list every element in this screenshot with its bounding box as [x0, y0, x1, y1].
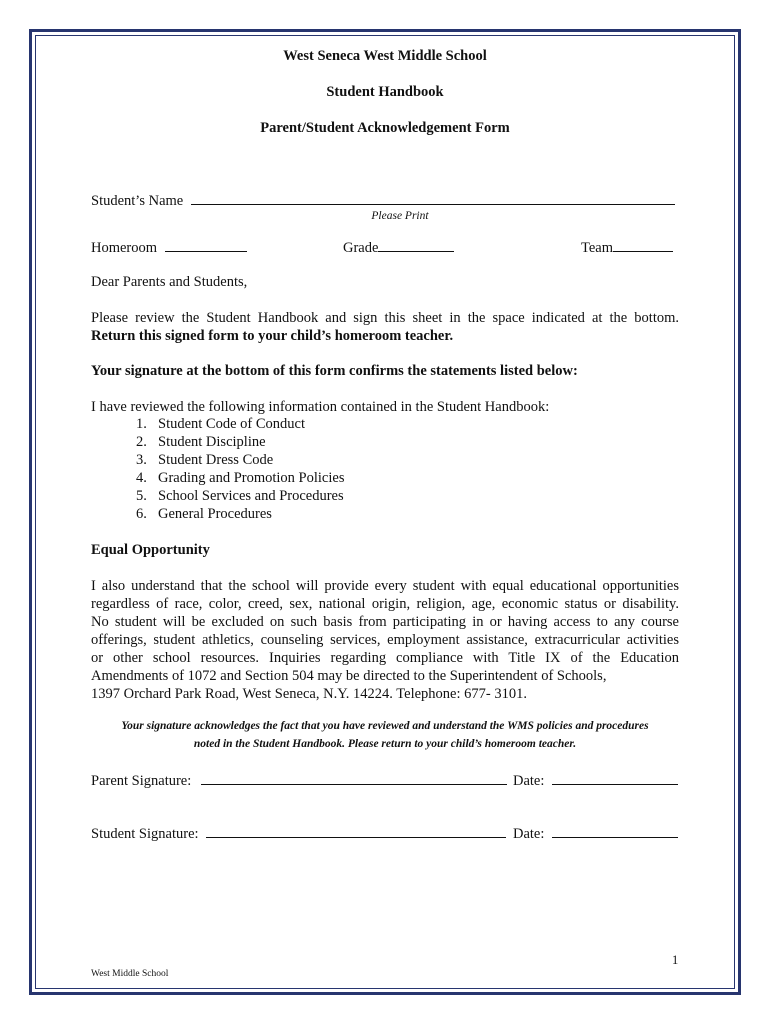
- instruction-paragraph: [91, 309, 679, 345]
- eo-line: I also understand that the school will provide every student with equal educational opportunities: [91, 578, 679, 594]
- student-date-row: [513, 823, 678, 843]
- student-signature-line[interactable]: [206, 823, 506, 838]
- list-item: 4. Grading and Promotion Policies: [136, 470, 345, 486]
- parent-signature-label: Parent Signature:: [91, 773, 192, 789]
- ack-line: Your signature acknowledges the fact that you have reviewed and understand the WMS policies and procedures: [121, 720, 649, 732]
- reviewed-intro: I have reviewed the following information contained in the Student Handbook:: [91, 399, 550, 415]
- instruction-return-line: Return this signed form to your child’s homeroom teacher.: [91, 328, 454, 344]
- grade-label: Grade: [343, 240, 379, 256]
- parent-date-line[interactable]: [552, 770, 678, 785]
- student-date-line[interactable]: [552, 823, 678, 838]
- footer-school: West Middle School: [91, 969, 169, 979]
- eo-line: No student will be excluded on such basis from participating in or having access to any course: [91, 614, 679, 630]
- grade-line[interactable]: [378, 237, 454, 252]
- form-subtitle: Parent/Student Acknowledgement Form: [260, 120, 510, 136]
- student-signature-label: Student Signature:: [91, 826, 199, 842]
- team-row: [581, 237, 673, 257]
- student-date-label: Date:: [513, 826, 545, 842]
- page-number: 1: [672, 953, 679, 967]
- student-name-line[interactable]: [191, 190, 675, 205]
- list-item: 5. School Services and Procedures: [136, 488, 344, 504]
- homeroom-row: [91, 237, 247, 257]
- parent-date-row: [513, 770, 678, 790]
- equal-opportunity-heading: Equal Opportunity: [91, 542, 210, 558]
- homeroom-line[interactable]: [165, 237, 247, 252]
- parent-signature-row: [91, 770, 507, 790]
- equal-opportunity-paragraph: [91, 577, 679, 703]
- homeroom-label: Homeroom: [91, 240, 158, 256]
- ack-line: noted in the Student Handbook. Please return to your child’s homeroom teacher.: [193, 738, 577, 750]
- parent-signature-line[interactable]: [201, 770, 507, 785]
- eo-line: 1397 Orchard Park Road, West Seneca, N.Y. 14224. Telephone: 677- 3101.: [91, 686, 527, 702]
- team-line[interactable]: [613, 237, 673, 252]
- list-item: 3. Student Dress Code: [136, 452, 274, 468]
- eo-line: Amendments of 1072 and Section 504 may be directed to the Superintendent of Schools,: [91, 668, 607, 684]
- greeting: Dear Parents and Students,: [91, 274, 248, 290]
- school-name: West Seneca West Middle School: [283, 48, 487, 64]
- list-item: 1. Student Code of Conduct: [136, 416, 306, 432]
- eo-line: or other school resources. Inquiries regarding compliance with Title IX of the Education: [91, 650, 679, 666]
- student-signature-row: [91, 823, 506, 843]
- form-title: Student Handbook: [326, 84, 444, 100]
- list-item: 6. General Procedures: [136, 506, 272, 522]
- grade-row: [343, 237, 454, 257]
- handbook-topics-list: [136, 415, 344, 523]
- list-item: 2. Student Discipline: [136, 434, 266, 450]
- confirm-heading: Your signature at the bottom of this form confirms the statements listed below:: [91, 363, 578, 379]
- team-label: Team: [581, 240, 613, 256]
- student-name-label: Student’s Name: [91, 193, 184, 209]
- please-print-note: Please Print: [371, 210, 429, 222]
- instruction-line: Please review the Student Handbook and sign this sheet in the space indicated at the bottom.: [91, 310, 679, 326]
- eo-line: offerings, student athletics, counseling services, employment assistance, extracurricular activities: [91, 632, 679, 648]
- acknowledgement-note: [91, 717, 679, 753]
- eo-line: regardless of race, color, creed, sex, national origin, religion, age, economic status or disability.: [91, 596, 679, 612]
- parent-date-label: Date:: [513, 773, 545, 789]
